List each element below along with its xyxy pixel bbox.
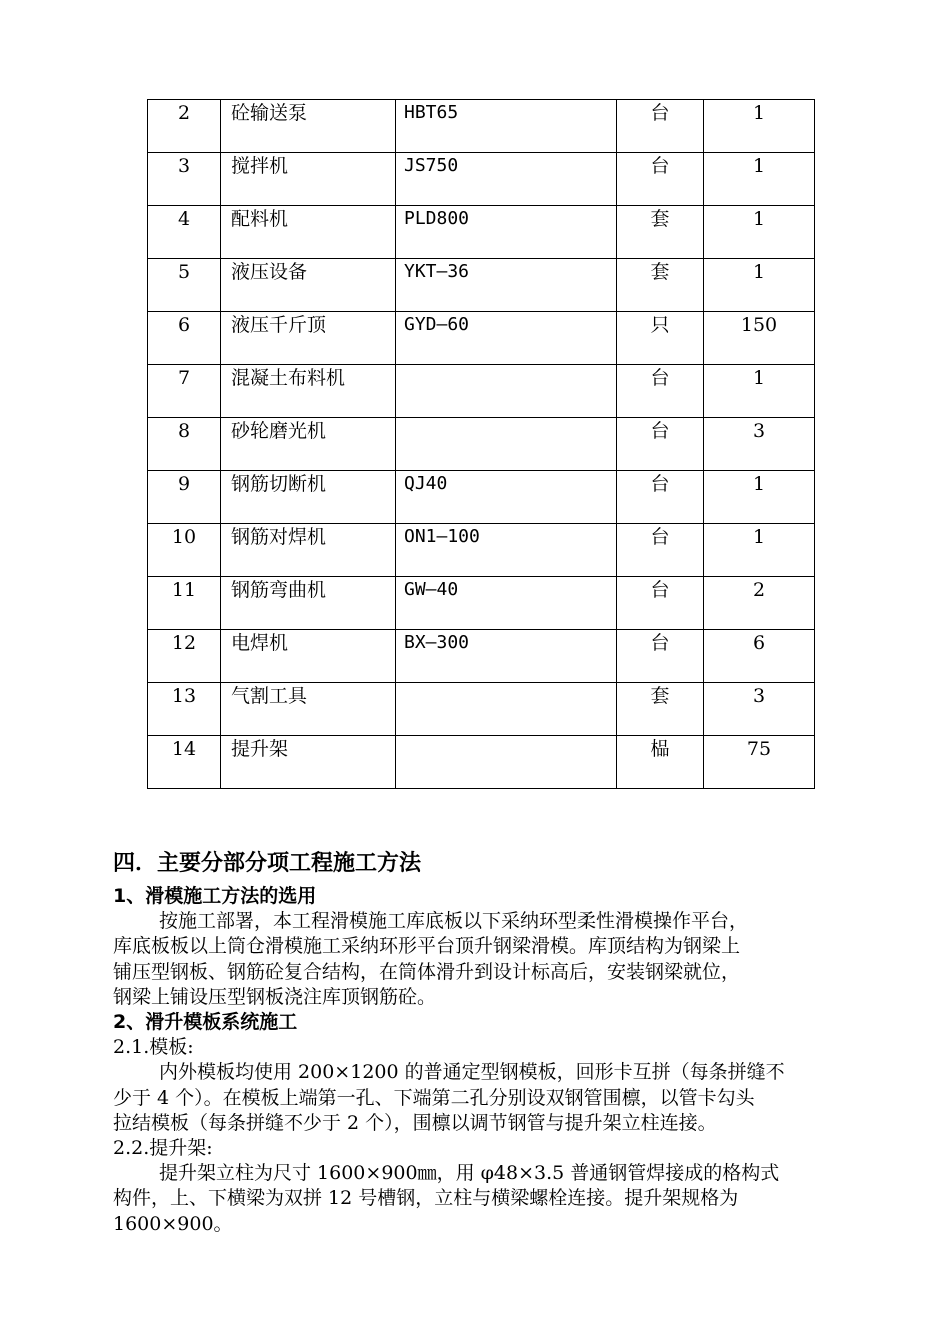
row-number-cell — [148, 683, 221, 736]
row-number-cell-text: 11 — [171, 579, 197, 601]
subsection-1 — [113, 884, 863, 1237]
unit-cell-text: 台 — [650, 473, 670, 495]
equipment-name-cell — [221, 577, 396, 630]
row-number-cell — [148, 259, 221, 312]
model-cell-text: ON1—100 — [404, 526, 480, 547]
paragraph-line: 拉结模板（每条拼缝不少于 2 个），围檩以调节钢管与提升架立柱连接。 — [113, 1111, 717, 1134]
quantity-cell-text: 1 — [752, 102, 766, 124]
row-number-cell-text: 6 — [177, 314, 191, 336]
equipment-name-cell — [221, 153, 396, 206]
equipment-name-cell-text: 液压千斤顶 — [231, 314, 327, 336]
unit-cell-text: 台 — [650, 102, 670, 124]
equipment-name-cell — [221, 683, 396, 736]
model-cell — [396, 418, 617, 471]
quantity-cell-text: 1 — [752, 261, 766, 283]
unit-cell-text: 台 — [650, 526, 670, 548]
quantity-cell — [704, 312, 815, 365]
row-number-cell-text: 9 — [177, 473, 191, 495]
subheading-2-2: 2.2.提升架: — [113, 1137, 213, 1160]
equipment-name-cell-text: 钢筋切断机 — [231, 473, 327, 495]
unit-cell — [617, 153, 704, 206]
model-cell-text: QJ40 — [404, 473, 448, 494]
row-number-cell — [148, 153, 221, 206]
subsection-2-title: 2、滑升模板系统施工 — [113, 1011, 298, 1034]
row-number-cell — [148, 365, 221, 418]
row-number-cell-text: 4 — [177, 208, 191, 230]
equipment-name-cell — [221, 312, 396, 365]
paragraph-line: 按施工部署，本工程滑模施工库底板以下采纳环型柔性滑模操作平台， — [159, 910, 749, 933]
row-number-cell-text: 10 — [171, 526, 197, 548]
unit-cell-text: 套 — [650, 261, 670, 283]
row-number-cell-text: 2 — [177, 102, 191, 124]
equipment-name-cell-text: 砂轮磨光机 — [231, 420, 327, 442]
model-cell — [396, 471, 617, 524]
equipment-name-cell-text: 液压设备 — [231, 261, 308, 283]
quantity-cell-text: 1 — [752, 473, 766, 495]
unit-cell — [617, 683, 704, 736]
model-cell-text: GW—40 — [404, 579, 459, 600]
subheading-2-1: 2.1.模板: — [113, 1036, 194, 1059]
row-number-cell-text: 8 — [177, 420, 191, 442]
equipment-name-cell-text: 配料机 — [231, 208, 289, 230]
quantity-cell — [704, 630, 815, 683]
equipment-name-cell-text: 提升架 — [231, 738, 289, 760]
row-number-cell — [148, 524, 221, 577]
paragraph-line: 构件，上、下横梁为双拼 12 号槽钢，立柱与横梁螺栓连接。提升架规格为 — [113, 1187, 739, 1210]
row-number-cell-text: 3 — [177, 155, 191, 177]
equipment-name-cell-text: 砼输送泵 — [231, 102, 308, 124]
unit-cell-text: 台 — [650, 155, 670, 177]
quantity-cell — [704, 100, 815, 153]
quantity-cell-text: 3 — [752, 685, 766, 707]
unit-cell — [617, 630, 704, 683]
unit-cell — [617, 471, 704, 524]
quantity-cell-text: 3 — [752, 420, 766, 442]
quantity-cell — [704, 577, 815, 630]
quantity-cell-text: 150 — [740, 314, 778, 336]
quantity-cell — [704, 259, 815, 312]
quantity-cell-text: 1 — [752, 367, 766, 389]
unit-cell — [617, 312, 704, 365]
row-number-cell-text: 13 — [171, 685, 197, 707]
unit-cell-text: 台 — [650, 632, 670, 654]
table-row — [148, 524, 815, 577]
quantity-cell-text: 1 — [752, 155, 766, 177]
row-number-cell-text: 5 — [177, 261, 191, 283]
equipment-name-cell — [221, 471, 396, 524]
quantity-cell — [704, 418, 815, 471]
quantity-cell-text: 6 — [752, 632, 766, 654]
equipment-name-cell — [221, 259, 396, 312]
unit-cell — [617, 100, 704, 153]
quantity-cell — [704, 471, 815, 524]
table-row — [148, 312, 815, 365]
equipment-table-body — [148, 100, 815, 789]
unit-cell-text: 台 — [650, 579, 670, 601]
unit-cell — [617, 736, 704, 789]
quantity-cell-text: 1 — [752, 526, 766, 548]
table-row — [148, 736, 815, 789]
row-number-cell — [148, 736, 221, 789]
row-number-cell-text: 7 — [177, 367, 191, 389]
quantity-cell — [704, 153, 815, 206]
model-cell — [396, 630, 617, 683]
unit-cell-text: 套 — [650, 208, 670, 230]
equipment-name-cell — [221, 736, 396, 789]
paragraph-line: 铺压型钢板、钢筋砼复合结构，在筒体滑升到设计标高后，安装钢梁就位， — [113, 960, 741, 983]
paragraph-line: 提升架立柱为尺寸 1600×900㎜，用 φ48×3.5 普通钢管焊接成的格构式 — [159, 1162, 780, 1185]
equipment-name-cell — [221, 630, 396, 683]
unit-cell — [617, 259, 704, 312]
unit-cell — [617, 365, 704, 418]
paragraph-line: 钢梁上铺设压型钢板浇注库顶钢筋砼。 — [113, 985, 437, 1008]
equipment-name-cell-text: 混凝土布料机 — [231, 367, 346, 389]
model-cell — [396, 259, 617, 312]
equipment-name-cell-text: 钢筋对焊机 — [231, 526, 327, 548]
quantity-cell-text: 1 — [752, 208, 766, 230]
unit-cell-text: 榀 — [650, 738, 670, 760]
table-row — [148, 471, 815, 524]
paragraph-line: 1600×900。 — [113, 1212, 233, 1235]
row-number-cell — [148, 577, 221, 630]
paragraph-line: 少于 4 个）。在模板上端第一孔、下端第二孔分别设双钢管围檩，以管卡勾头 — [113, 1086, 755, 1109]
model-cell — [396, 206, 617, 259]
quantity-cell-text: 75 — [746, 738, 772, 760]
table-row — [148, 683, 815, 736]
row-number-cell-text: 14 — [171, 738, 197, 760]
unit-cell-text: 台 — [650, 420, 670, 442]
unit-cell — [617, 418, 704, 471]
quantity-cell — [704, 736, 815, 789]
equipment-name-cell — [221, 100, 396, 153]
row-number-cell-text: 12 — [171, 632, 197, 654]
row-number-cell — [148, 206, 221, 259]
model-cell — [396, 312, 617, 365]
table-row — [148, 100, 815, 153]
subsection-1-title: 1、滑模施工方法的选用 — [113, 885, 317, 907]
row-number-cell — [148, 630, 221, 683]
table-row — [148, 259, 815, 312]
equipment-name-cell — [221, 365, 396, 418]
model-cell — [396, 153, 617, 206]
row-number-cell — [148, 471, 221, 524]
model-cell — [396, 365, 617, 418]
table-row — [148, 418, 815, 471]
quantity-cell — [704, 524, 815, 577]
model-cell-text: JS750 — [404, 155, 459, 176]
model-cell-text: GYD—60 — [404, 314, 470, 335]
unit-cell — [617, 206, 704, 259]
model-cell — [396, 683, 617, 736]
table-row — [148, 365, 815, 418]
unit-cell-text: 只 — [650, 314, 670, 336]
equipment-name-cell — [221, 418, 396, 471]
row-number-cell — [148, 418, 221, 471]
model-cell — [396, 100, 617, 153]
quantity-cell — [704, 206, 815, 259]
row-number-cell — [148, 100, 221, 153]
row-number-cell — [148, 312, 221, 365]
paragraph-line: 库底板板以上筒仓滑模施工采纳环形平台顶升钢梁滑模。库顶结构为钢梁上 — [113, 935, 741, 958]
unit-cell — [617, 524, 704, 577]
equipment-name-cell — [221, 524, 396, 577]
model-cell-text: BX—300 — [404, 632, 470, 653]
model-cell-text: YKT—36 — [404, 261, 470, 282]
equipment-name-cell-text: 搅拌机 — [231, 155, 289, 177]
model-cell — [396, 736, 617, 789]
equipment-name-cell-text: 电焊机 — [231, 632, 289, 654]
equipment-name-cell-text: 钢筋弯曲机 — [231, 579, 327, 601]
quantity-cell — [704, 683, 815, 736]
equipment-table — [147, 99, 815, 789]
unit-cell — [617, 577, 704, 630]
model-cell-text: PLD800 — [404, 208, 470, 229]
unit-cell-text: 套 — [650, 685, 670, 707]
quantity-cell — [704, 365, 815, 418]
model-cell — [396, 577, 617, 630]
table-row — [148, 630, 815, 683]
equipment-name-cell — [221, 206, 396, 259]
quantity-cell-text: 2 — [752, 579, 766, 601]
model-cell-text: HBT65 — [404, 102, 459, 123]
section-title: 四．主要分部分项工程施工方法 — [113, 851, 422, 876]
table-row — [148, 206, 815, 259]
equipment-name-cell-text: 气割工具 — [231, 685, 308, 707]
model-cell — [396, 524, 617, 577]
table-row — [148, 153, 815, 206]
paragraph-line: 内外模板均使用 200×1200 的普通定型钢模板，回形卡互拼（每条拼缝不 — [159, 1061, 785, 1084]
table-row — [148, 577, 815, 630]
unit-cell-text: 台 — [650, 367, 670, 389]
